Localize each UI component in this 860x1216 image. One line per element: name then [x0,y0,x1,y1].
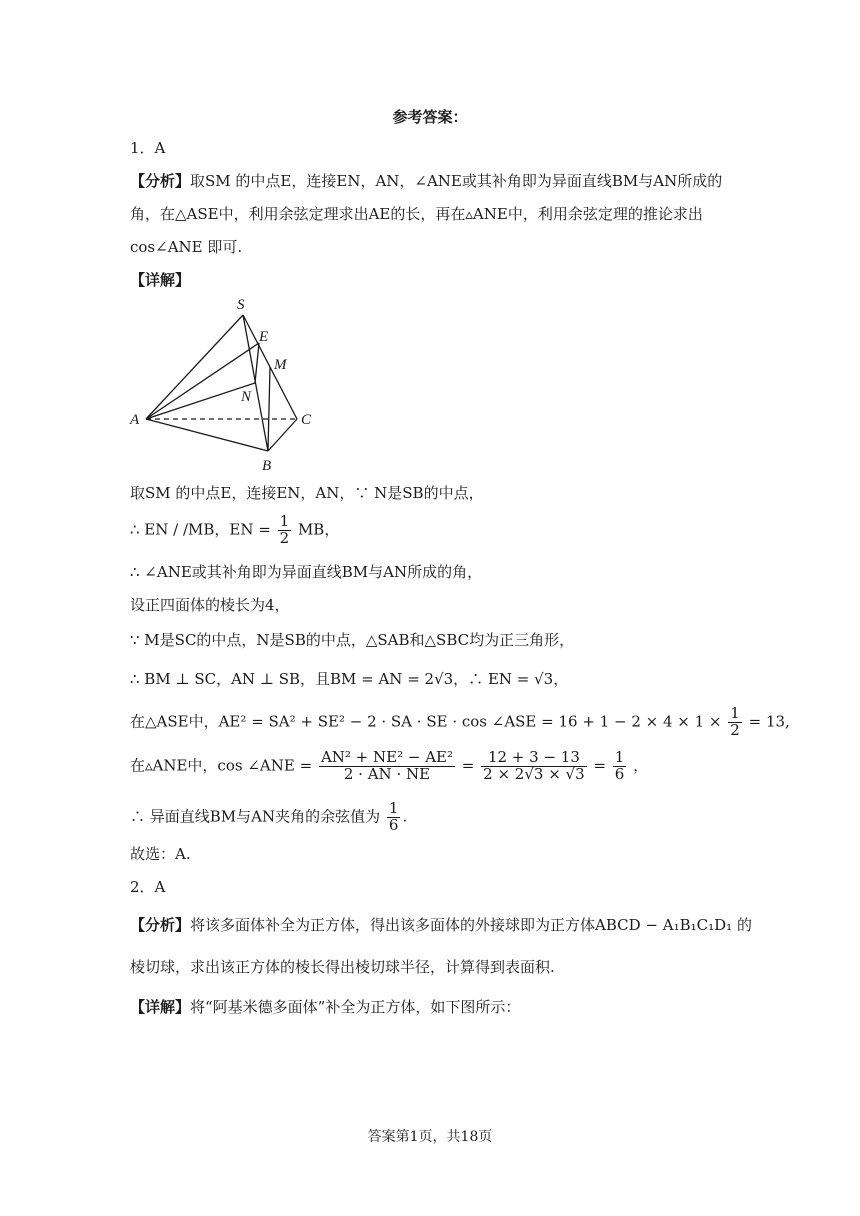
label-C: C [301,412,312,428]
fraction-denominator: 2 × 2√3 × √3 [483,764,585,783]
fraction-cosine-formula [319,750,455,783]
fraction-denominator: 6 [614,764,625,783]
label-M: M [274,357,287,373]
q1-detail-tag: 【详解】 [130,271,191,289]
q2-analysis-line1 [130,916,752,934]
fraction-denominator: 2 [279,528,290,547]
q1-step-5: ∵ M是SC的中点，N是SB的中点，△SAB和△SBC均为正三角形， [130,631,575,649]
fraction-denominator: 2 [730,720,740,739]
fraction-numerator: 12 + 3 − 13 [481,750,587,767]
step-2-suffix: MB， [297,520,340,539]
q1-analysis-line3: cos∠ANE 即可. [130,238,243,256]
q1-analysis-line1 [130,172,722,190]
step-8-suffix: ， [633,756,649,775]
detail-text: 将“阿基米德多面体”补全为正方体，如下图所示： [190,998,521,1016]
q1-step-3: ∴ ∠ANE或其补角即为异面直线BM与AN所成的角， [130,563,483,581]
step-9-prefix: ∴ 异面直线BM与AN夹角的余弦值为 [130,807,381,826]
tetrahedron-figure [125,295,325,480]
edge-BC [268,419,297,451]
label-N: N [241,389,252,405]
q1-step-10: 故选：A. [130,845,191,863]
fraction-answer [387,801,401,834]
equals-sign: = [461,756,475,775]
fraction-denominator: 6 [388,815,399,834]
step-8-prefix: 在▵ANE中，cos ∠ANE = [130,756,313,775]
page-title: 参考答案： [392,108,468,126]
fraction-numerator: 1 [614,748,625,766]
q1-step-1: 取SM 的中点E，连接EN，AN，∵ N是SB的中点， [130,484,484,502]
q1-analysis-line2: 角，在△ASE中，利用余弦定理求出AE的长，再在▵ANE中，利用余弦定理的推论求出 [130,205,703,223]
q1-step-2 [130,514,339,547]
step-7-suffix: = 13, [748,712,790,731]
label-E: E [259,329,269,345]
page-footer: 答案第1页，共18页 [367,1129,493,1145]
fraction-numerator: 1 [388,799,399,817]
q1-number: 1．A [130,139,166,157]
step-9-suffix: . [402,807,408,826]
q1-step-9 [130,801,407,834]
fraction-denominator: 2 · AN · NE [343,764,431,783]
label-B: B [262,458,272,474]
segment-BM [268,367,270,451]
fraction-substituted [481,750,587,783]
fraction-numerator: 1 [279,512,290,530]
q2-analysis-line2: 棱切球，求出该正方体的棱长得出棱切球半径，计算得到表面积. [130,958,555,976]
q1-step-7 [130,706,790,739]
edge-AB [146,419,268,451]
fraction-numerator: 1 [730,704,740,722]
label-A: A [130,412,140,428]
detail-tag: 【详解】 [130,998,191,1016]
analysis-text-1: 将该多面体补全为正方体，得出该多面体的外接球即为正方体ABCD − A₁B₁C₁D₁ 的 [190,916,752,934]
analysis-text-1: 取SM 的中点E，连接EN，AN，∠ANE或其补角即为异面直线BM与AN所成的 [190,172,723,190]
equals-sign: = [593,756,607,775]
q1-step-4: 设正四面体的棱长为4， [130,596,290,614]
fraction-half [278,514,292,547]
q1-step-8 [130,750,648,783]
analysis-tag: 【分析】 [130,916,191,934]
label-S: S [237,297,245,313]
q2-number: 2．A [130,878,166,896]
analysis-tag: 【分析】 [130,172,191,190]
fraction-half [728,706,742,739]
step-7-prefix: 在△ASE中，AE² = SA² + SE² − 2 · SA · SE · cos ∠ASE = 16 + 1 − 2 × 4 × 1 × [130,712,722,731]
step-2-prefix: ∴ EN / /MB，EN = [130,520,271,539]
segment-EN [255,343,259,383]
segment-AE [146,343,259,419]
q1-step-6: ∴ BM ⊥ SC，AN ⊥ SB，且BM = AN = 2√3，∴ EN = √3， [130,670,569,688]
fraction-result [613,750,627,783]
q2-detail [130,998,520,1016]
fraction-numerator: AN² + NE² − AE² [320,748,454,766]
